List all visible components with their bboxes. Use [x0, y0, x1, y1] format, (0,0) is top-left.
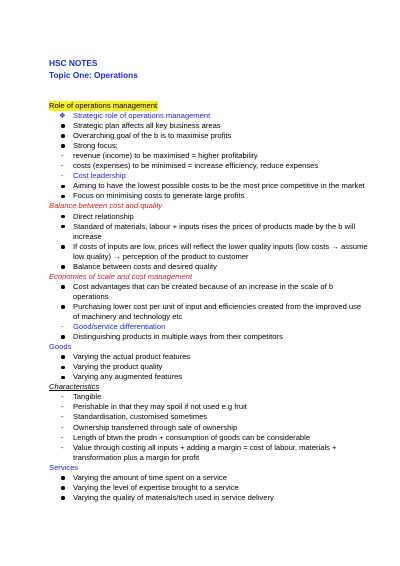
list-item: Aiming to have the lowest possible costs to be the most price competitive in the market: [49, 181, 369, 191]
dash-item: - Perishable in that they may spoil if not used e.g fruit: [61, 402, 247, 412]
section-heading: Goods: [49, 342, 72, 352]
list-item: Strategic plan affects all key business areas: [49, 121, 369, 131]
subsection-heading: - Good/service differentiation: [61, 322, 166, 332]
list-item: Standard of materials, labour + inputs rises the prices of products made by the b will increase: [49, 222, 369, 242]
dash-item: - revenue (income) to be maximised = higher profitability: [61, 151, 258, 161]
list-item: Cost advantages that can be created because of an increase in the scale of b operations: [49, 282, 369, 302]
dash-item: - Tangible: [61, 392, 102, 402]
section-heading: Economies of scale and cost management: [49, 271, 193, 281]
doc-subtitle: Topic One: Operations: [49, 70, 138, 80]
list-item: Distinguishing products in multiple ways from their competitors: [49, 332, 369, 342]
list-item: Balance between costs and desired quality: [49, 262, 369, 272]
list-item: Purchasing lower cost per unit of input and efficiencies created from the improved use of machinery and technology etc: [49, 302, 369, 322]
dash-item: - Ownership transferred through sale of ownership: [61, 422, 238, 432]
list-item: Direct relationship: [49, 212, 369, 222]
list-item: Varying the quality of materials/tech used in service delivery: [49, 493, 369, 503]
list-item: Strong focus;: [49, 141, 369, 151]
list-item: If costs of inputs are low, prices will reflect the lower quality inputs (low costs → assume low quality) → perception of the product to customer: [49, 242, 369, 262]
list-item: Varying the product quality: [49, 362, 369, 372]
list-item: Focus on minimising costs to generate large profits: [49, 191, 369, 201]
list-item: Varying the level of expertise brought to a service: [49, 483, 369, 493]
diamond-bullet-icon: ❖: [59, 111, 66, 121]
list-item: Varying the amount of time spent on a service: [49, 473, 369, 483]
notes-body: [49, 101, 369, 503]
dash-item: - Value through costing all inputs + adding a margin = cost of labour, materials + transformation plus a margin for profit: [61, 442, 337, 462]
section-heading: Role of operations management: [49, 101, 158, 110]
subsection-heading: ❖ Strategic role of operations management: [59, 111, 211, 121]
section-heading: Services: [49, 462, 79, 472]
dash-item: - costs (expenses) to be minimised = increase efficiency, reduce expenses: [61, 161, 319, 171]
doc-title: HSC NOTES: [49, 58, 98, 68]
list-item: Varying any augmented features: [49, 372, 369, 382]
section-heading: Characteristics: [49, 382, 100, 392]
list-item: Varying the actual product features: [49, 352, 369, 362]
section-heading: Balance between cost and quality: [49, 201, 163, 211]
list-item: Overarching goal of the b is to maximise profits: [49, 131, 369, 141]
dash-item: - Standardisation, customised sometimes: [61, 412, 208, 422]
dash-item: - Length of btwn the prodn + consumption of goods can be considerable: [61, 432, 311, 442]
subsection-heading: - Cost leadership: [61, 171, 126, 181]
